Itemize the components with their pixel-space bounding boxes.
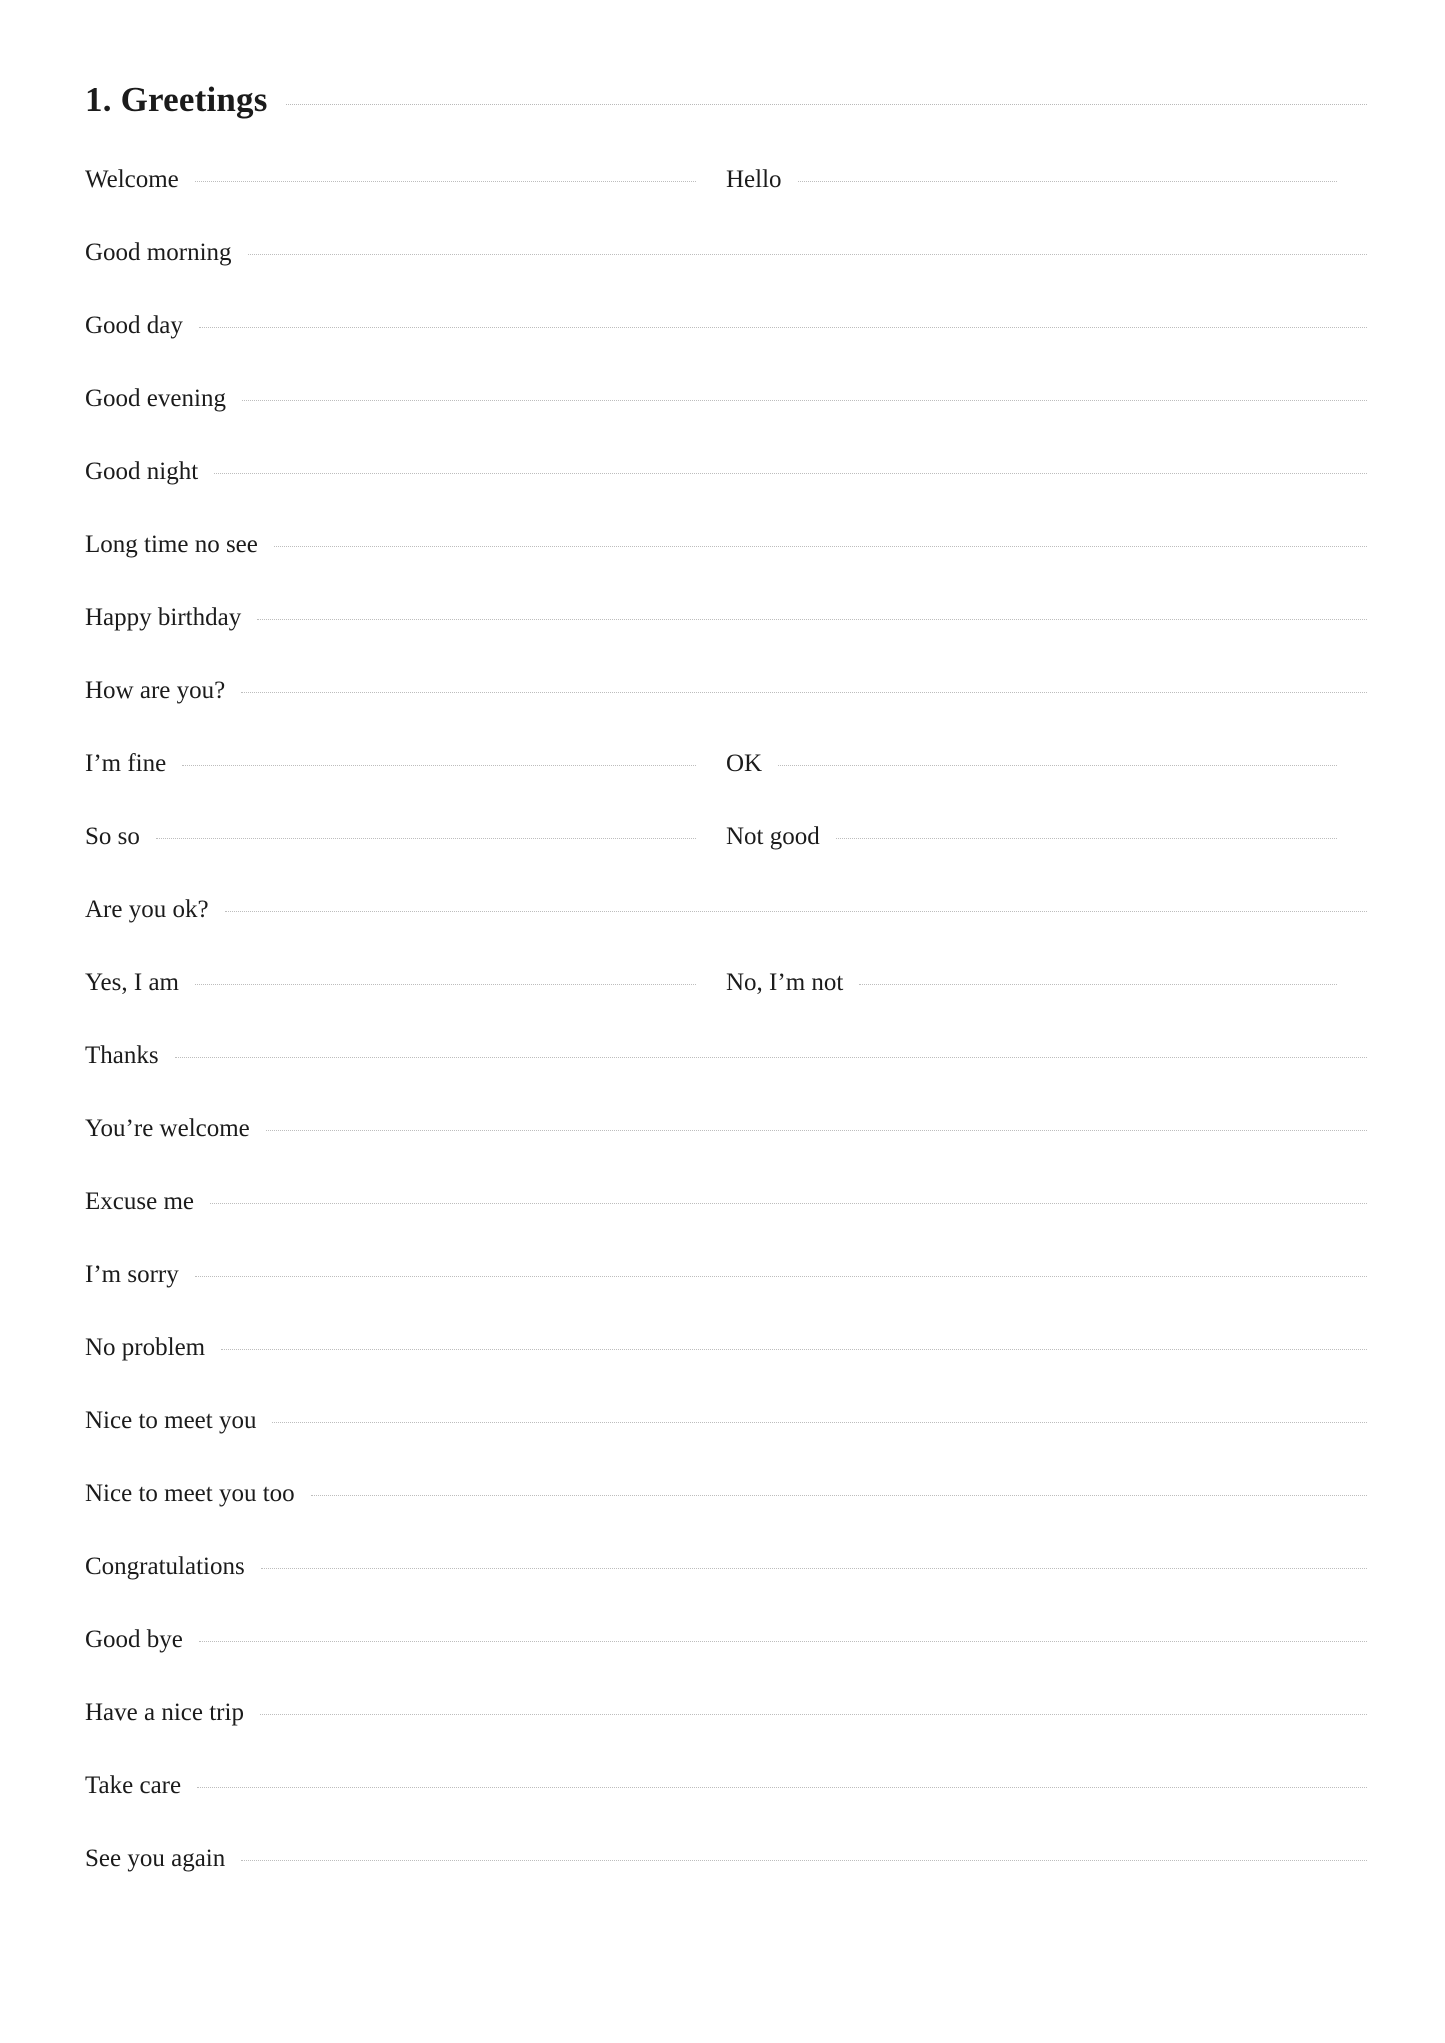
phrase-entry xyxy=(726,969,1367,997)
phrase-label: Good day xyxy=(85,312,183,339)
phrase-list xyxy=(85,166,1367,1918)
phrase-label: No, I’m not xyxy=(726,969,844,996)
phrase-entry xyxy=(85,1626,1367,1654)
phrase-row xyxy=(85,312,1367,385)
phrase-entry xyxy=(85,1772,1367,1800)
phrase-row xyxy=(85,1334,1367,1407)
phrase-entry xyxy=(85,1553,1367,1581)
phrase-label: Nice to meet you too xyxy=(85,1480,295,1507)
phrase-label: Hello xyxy=(726,166,782,193)
answer-write-line[interactable] xyxy=(798,180,1337,182)
phrase-row xyxy=(85,1772,1367,1845)
phrase-label: See you again xyxy=(85,1845,226,1872)
answer-write-line[interactable] xyxy=(225,910,1367,912)
phrase-entry xyxy=(85,1042,1367,1070)
phrase-label: Welcome xyxy=(85,166,179,193)
phrase-label: Good bye xyxy=(85,1626,183,1653)
answer-write-line[interactable] xyxy=(199,1640,1367,1642)
phrase-entry xyxy=(85,1261,1367,1289)
phrase-row xyxy=(85,1042,1367,1115)
answer-write-line[interactable] xyxy=(175,1056,1367,1058)
answer-write-line[interactable] xyxy=(311,1494,1367,1496)
phrase-label: How are you? xyxy=(85,677,226,704)
phrase-entry xyxy=(85,750,726,778)
phrase-label: Good night xyxy=(85,458,199,485)
answer-write-line[interactable] xyxy=(266,1129,1367,1131)
answer-write-line[interactable] xyxy=(197,1786,1367,1788)
phrase-label: You’re welcome xyxy=(85,1115,250,1142)
answer-write-line[interactable] xyxy=(260,1713,1367,1715)
phrase-entry xyxy=(85,823,726,851)
phrase-row xyxy=(85,969,1367,1042)
answer-write-line[interactable] xyxy=(261,1567,1367,1569)
phrase-row xyxy=(85,823,1367,896)
phrase-label: Yes, I am xyxy=(85,969,179,996)
phrase-row xyxy=(85,531,1367,604)
phrase-label: Long time no see xyxy=(85,531,258,558)
phrase-label: Happy birthday xyxy=(85,604,242,631)
phrase-entry xyxy=(85,677,1367,705)
phrase-row xyxy=(85,1626,1367,1699)
answer-write-line[interactable] xyxy=(778,764,1337,766)
phrase-label: Have a nice trip xyxy=(85,1699,244,1726)
phrase-label: Are you ok? xyxy=(85,896,209,923)
answer-write-line[interactable] xyxy=(272,1421,1367,1423)
phrase-row xyxy=(85,1188,1367,1261)
phrase-entry xyxy=(85,969,726,997)
phrase-entry xyxy=(85,1480,1367,1508)
answer-write-line[interactable] xyxy=(195,1275,1367,1277)
phrase-entry xyxy=(85,896,1367,924)
phrase-label: No problem xyxy=(85,1334,206,1361)
phrase-entry xyxy=(85,1845,1367,1873)
phrase-entry xyxy=(726,166,1367,194)
phrase-label: Take care xyxy=(85,1772,182,1799)
phrase-label: Good evening xyxy=(85,385,226,412)
phrase-row xyxy=(85,677,1367,750)
phrase-entry xyxy=(85,1407,1367,1435)
answer-write-line[interactable] xyxy=(156,837,696,839)
answer-write-line[interactable] xyxy=(241,1859,1367,1861)
phrase-label: Good morning xyxy=(85,239,232,266)
answer-write-line[interactable] xyxy=(195,180,696,182)
answer-write-line[interactable] xyxy=(241,691,1367,693)
phrase-row xyxy=(85,1553,1367,1626)
phrase-entry xyxy=(85,1699,1367,1727)
phrase-row xyxy=(85,458,1367,531)
phrase-entry xyxy=(85,1334,1367,1362)
phrase-row xyxy=(85,166,1367,239)
answer-write-line[interactable] xyxy=(221,1348,1367,1350)
answer-write-line[interactable] xyxy=(195,983,696,985)
phrase-label: Nice to meet you xyxy=(85,1407,257,1434)
answer-write-line[interactable] xyxy=(274,545,1367,547)
phrase-label: Not good xyxy=(726,823,820,850)
answer-write-line[interactable] xyxy=(248,253,1367,255)
phrase-entry xyxy=(85,458,1367,486)
phrase-entry xyxy=(85,1115,1367,1143)
phrase-row xyxy=(85,1407,1367,1480)
phrase-entry xyxy=(85,604,1367,632)
phrase-row xyxy=(85,1480,1367,1553)
heading-divider-line xyxy=(286,104,1367,105)
answer-write-line[interactable] xyxy=(210,1202,1367,1204)
phrase-label: OK xyxy=(726,750,763,777)
phrase-row xyxy=(85,1845,1367,1918)
phrase-label: Congratulations xyxy=(85,1553,245,1580)
answer-write-line[interactable] xyxy=(859,983,1337,985)
phrase-label: I’m fine xyxy=(85,750,167,777)
answer-write-line[interactable] xyxy=(199,326,1367,328)
phrase-row xyxy=(85,896,1367,969)
phrase-row xyxy=(85,385,1367,458)
phrase-label: Excuse me xyxy=(85,1188,194,1215)
section-heading xyxy=(85,80,1367,120)
phrase-row xyxy=(85,1261,1367,1334)
answer-write-line[interactable] xyxy=(242,399,1367,401)
answer-write-line[interactable] xyxy=(836,837,1337,839)
answer-write-line[interactable] xyxy=(214,472,1367,474)
phrase-entry xyxy=(726,823,1367,851)
phrase-entry xyxy=(85,312,1367,340)
answer-write-line[interactable] xyxy=(182,764,696,766)
phrase-label: I’m sorry xyxy=(85,1261,179,1288)
phrase-entry xyxy=(85,239,1367,267)
page-title: 1. Greetings xyxy=(85,80,268,119)
phrase-entry xyxy=(85,166,726,194)
phrase-entry xyxy=(85,385,1367,413)
answer-write-line[interactable] xyxy=(257,618,1367,620)
phrase-label: Thanks xyxy=(85,1042,159,1069)
phrase-row xyxy=(85,750,1367,823)
phrase-row xyxy=(85,1115,1367,1188)
phrase-row xyxy=(85,604,1367,677)
phrase-entry xyxy=(85,531,1367,559)
phrase-label: So so xyxy=(85,823,140,850)
phrase-entry xyxy=(85,1188,1367,1216)
phrase-row xyxy=(85,1699,1367,1772)
phrase-entry xyxy=(726,750,1367,778)
phrase-row xyxy=(85,239,1367,312)
